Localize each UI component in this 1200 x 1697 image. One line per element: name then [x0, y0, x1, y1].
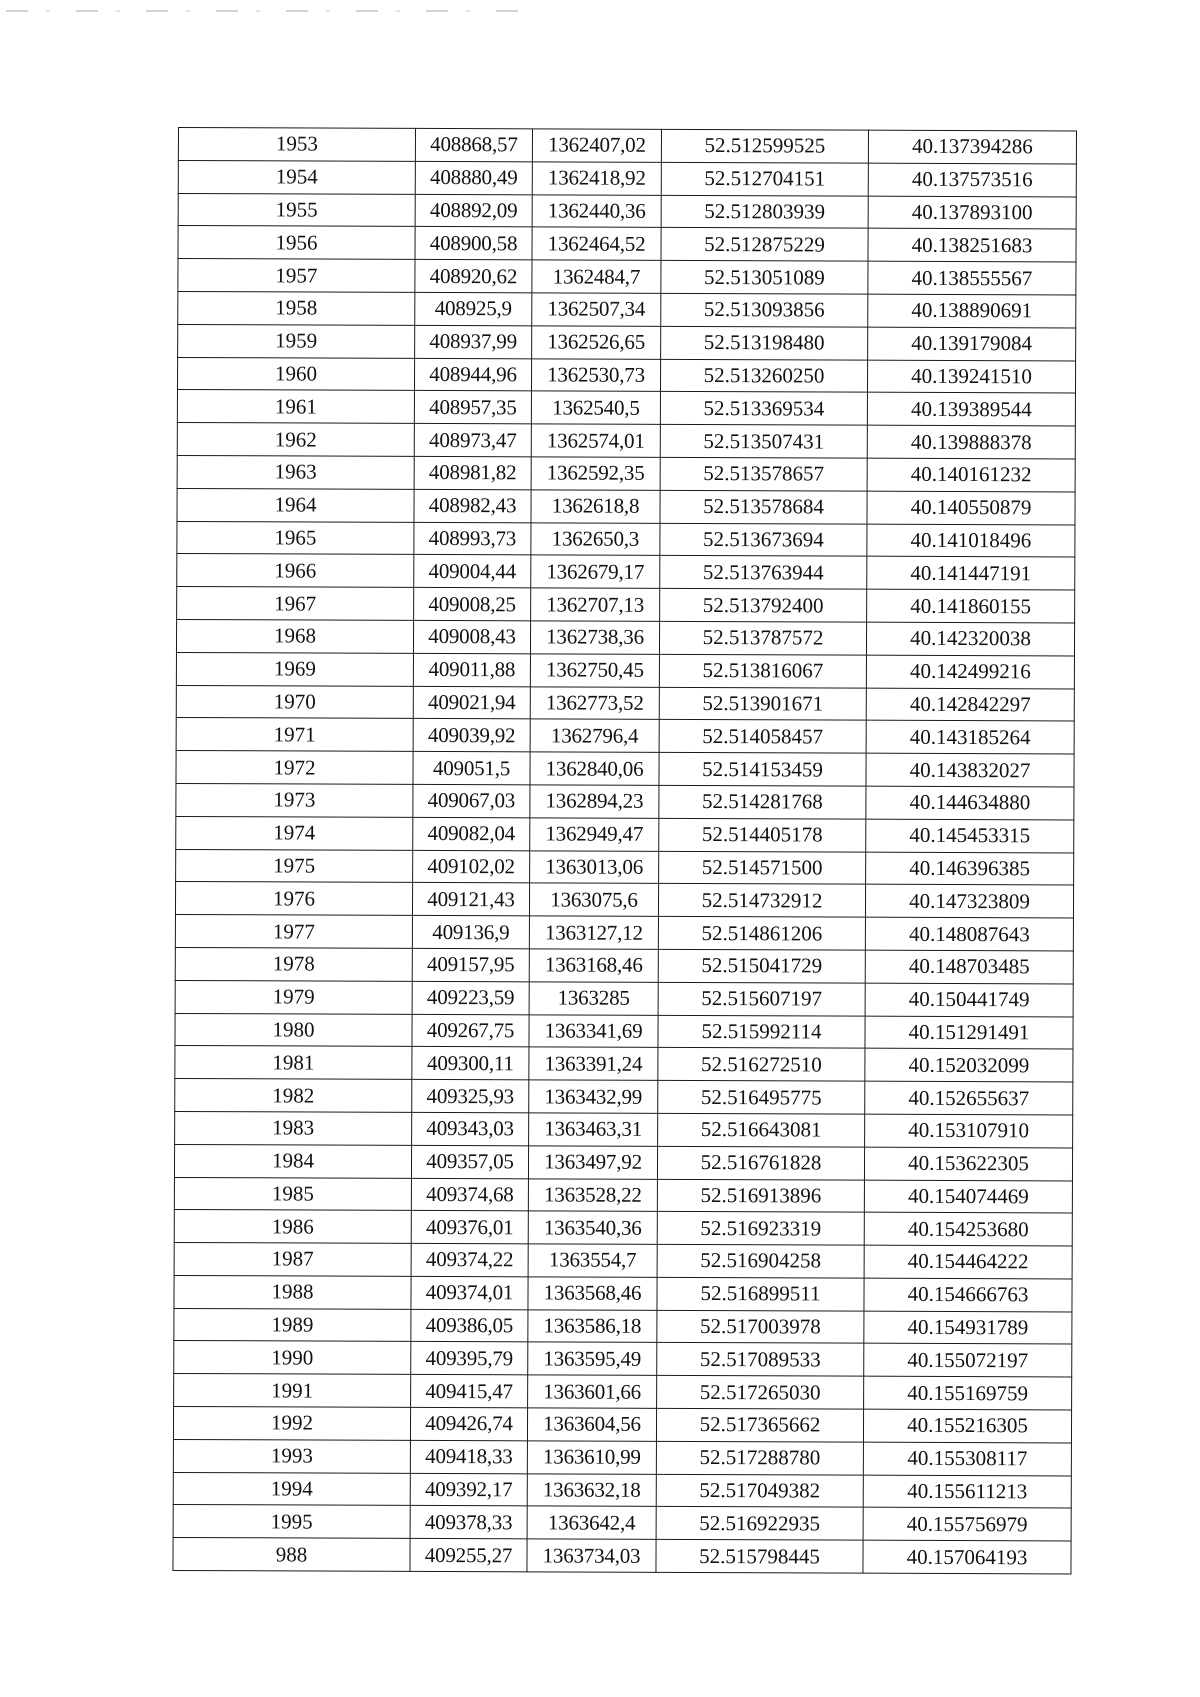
table-row: [176, 849, 1074, 885]
longitude-cell: 40.145453315: [866, 819, 1074, 853]
point-number-cell: 1958: [178, 291, 415, 325]
longitude-cell: 40.150441749: [865, 983, 1073, 1017]
point-number-cell: 1994: [173, 1472, 410, 1506]
table-row: [177, 521, 1075, 557]
table-row: [177, 488, 1075, 524]
x-coordinate-cell: 408937,99: [415, 325, 532, 358]
longitude-cell: 40.141018496: [867, 524, 1075, 558]
longitude-cell: 40.139241510: [867, 360, 1075, 394]
y-coordinate-cell: 1362418,92: [532, 162, 661, 195]
latitude-cell: 52.516904258: [657, 1244, 864, 1278]
latitude-cell: 52.516913896: [657, 1179, 864, 1213]
latitude-cell: 52.515041729: [658, 949, 865, 983]
y-coordinate-cell: 1362440,36: [532, 194, 661, 227]
table-row: [174, 1210, 1072, 1246]
latitude-cell: 52.516923319: [657, 1212, 864, 1246]
point-number-cell: 1992: [173, 1407, 410, 1441]
latitude-cell: 52.513578657: [660, 457, 867, 491]
point-number-cell: 1956: [178, 226, 415, 260]
latitude-cell: 52.517003978: [657, 1310, 864, 1344]
longitude-cell: 40.140161232: [867, 458, 1075, 492]
longitude-cell: 40.155611213: [863, 1475, 1071, 1509]
table-row: [178, 226, 1076, 262]
latitude-cell: 52.513792400: [660, 589, 867, 623]
latitude-cell: 52.514153459: [659, 752, 866, 786]
y-coordinate-cell: 1362894,23: [530, 785, 659, 818]
latitude-cell: 52.515992114: [658, 1015, 865, 1049]
coordinates-table: [172, 127, 1077, 1575]
y-coordinate-cell: 1363463,31: [529, 1113, 658, 1146]
table-row: [178, 128, 1076, 164]
x-coordinate-cell: 409157,95: [412, 948, 529, 981]
point-number-cell: 1965: [177, 521, 414, 555]
y-coordinate-cell: 1363497,92: [528, 1146, 657, 1179]
longitude-cell: 40.154464222: [864, 1245, 1072, 1279]
y-coordinate-cell: 1363586,18: [528, 1310, 657, 1343]
table-row: [173, 1538, 1071, 1574]
table-row: [177, 554, 1075, 590]
y-coordinate-cell: 1362526,65: [532, 326, 661, 359]
x-coordinate-cell: 409378,33: [410, 1506, 527, 1539]
y-coordinate-cell: 1363127,12: [529, 916, 658, 949]
point-number-cell: 1971: [176, 718, 413, 752]
y-coordinate-cell: 1362484,7: [532, 260, 661, 293]
y-coordinate-cell: 1362464,52: [532, 227, 661, 260]
table-row: [176, 718, 1074, 754]
latitude-cell: 52.514571500: [659, 851, 866, 885]
latitude-cell: 52.513787572: [659, 621, 866, 655]
point-number-cell: 1991: [174, 1374, 411, 1408]
table-row: [174, 1374, 1072, 1410]
table-row: [178, 259, 1076, 295]
latitude-cell: 52.513093856: [661, 293, 868, 327]
x-coordinate-cell: 409325,93: [412, 1080, 529, 1113]
point-number-cell: 1959: [178, 324, 415, 358]
table-row: [177, 455, 1075, 491]
x-coordinate-cell: 409357,05: [411, 1145, 528, 1178]
y-coordinate-cell: 1362507,34: [532, 293, 661, 326]
x-coordinate-cell: 409082,04: [413, 817, 530, 850]
longitude-cell: 40.143185264: [866, 720, 1074, 754]
latitude-cell: 52.513763944: [660, 556, 867, 590]
longitude-cell: 40.152032099: [865, 1048, 1073, 1082]
y-coordinate-cell: 1362840,06: [530, 752, 659, 785]
latitude-cell: 52.514405178: [659, 818, 866, 852]
x-coordinate-cell: 409343,03: [412, 1112, 529, 1145]
point-number-cell: 1984: [174, 1144, 411, 1178]
y-coordinate-cell: 1363595,49: [528, 1342, 657, 1375]
latitude-cell: 52.514861206: [658, 916, 865, 950]
longitude-cell: 40.140550879: [867, 491, 1075, 525]
x-coordinate-cell: 408920,62: [415, 260, 532, 293]
x-coordinate-cell: 409004,44: [414, 555, 531, 588]
x-coordinate-cell: 409418,33: [410, 1440, 527, 1473]
latitude-cell: 52.517089533: [657, 1343, 864, 1377]
table-row: [174, 1144, 1072, 1180]
y-coordinate-cell: 1362738,36: [530, 621, 659, 654]
longitude-cell: 40.137573516: [868, 163, 1076, 197]
table-row: [173, 1439, 1071, 1475]
latitude-cell: 52.513260250: [660, 359, 867, 393]
x-coordinate-cell: 408973,47: [414, 424, 531, 457]
y-coordinate-cell: 1362773,52: [530, 686, 659, 719]
latitude-cell: 52.516899511: [657, 1277, 864, 1311]
y-coordinate-cell: 1363285: [529, 982, 658, 1015]
longitude-cell: 40.155072197: [864, 1344, 1072, 1378]
y-coordinate-cell: 1362574,01: [531, 424, 660, 457]
x-coordinate-cell: 409011,88: [413, 653, 530, 686]
latitude-cell: 52.516922935: [656, 1507, 863, 1541]
x-coordinate-cell: 409136,9: [412, 916, 529, 949]
y-coordinate-cell: 1363642,4: [527, 1506, 656, 1539]
point-number-cell: 1981: [175, 1046, 412, 1080]
point-number-cell: 1973: [176, 783, 413, 817]
longitude-cell: 40.154931789: [864, 1311, 1072, 1345]
table-row: [175, 882, 1073, 918]
table-row: [176, 652, 1074, 688]
table-row: [174, 1243, 1072, 1279]
y-coordinate-cell: 1363528,22: [528, 1178, 657, 1211]
y-coordinate-cell: 1363013,06: [530, 850, 659, 883]
x-coordinate-cell: 409415,47: [411, 1375, 528, 1408]
point-number-cell: 1993: [173, 1439, 410, 1473]
longitude-cell: 40.154253680: [864, 1212, 1072, 1246]
longitude-cell: 40.139179084: [868, 327, 1076, 361]
x-coordinate-cell: 409039,92: [413, 719, 530, 752]
point-number-cell: 1960: [177, 357, 414, 391]
point-number-cell: 988: [173, 1538, 410, 1572]
latitude-cell: 52.513578684: [660, 490, 867, 524]
y-coordinate-cell: 1363632,18: [527, 1474, 656, 1507]
latitude-cell: 52.512875229: [661, 228, 868, 262]
latitude-cell: 52.516272510: [658, 1048, 865, 1082]
y-coordinate-cell: 1363601,66: [528, 1375, 657, 1408]
table-row: [173, 1407, 1071, 1443]
x-coordinate-cell: 409255,27: [410, 1539, 527, 1572]
table-row: [176, 685, 1074, 721]
longitude-cell: 40.139389544: [867, 393, 1075, 427]
latitude-cell: 52.512803939: [661, 195, 868, 229]
latitude-cell: 52.514281768: [659, 785, 866, 819]
table-row: [177, 390, 1075, 426]
latitude-cell: 52.513051089: [661, 261, 868, 295]
x-coordinate-cell: 409374,22: [411, 1243, 528, 1276]
x-coordinate-cell: 409395,79: [411, 1342, 528, 1375]
longitude-cell: 40.146396385: [866, 852, 1074, 886]
y-coordinate-cell: 1362679,17: [531, 555, 660, 588]
longitude-cell: 40.142842297: [866, 688, 1074, 722]
latitude-cell: 52.516643081: [658, 1113, 865, 1147]
longitude-cell: 40.148087643: [865, 917, 1073, 951]
point-number-cell: 1980: [175, 1013, 412, 1047]
point-number-cell: 1977: [175, 915, 412, 949]
x-coordinate-cell: 409008,25: [414, 588, 531, 621]
table-row: [177, 357, 1075, 393]
longitude-cell: 40.155216305: [863, 1409, 1071, 1443]
longitude-cell: 40.157064193: [863, 1540, 1071, 1574]
longitude-cell: 40.142499216: [866, 655, 1074, 689]
point-number-cell: 1978: [175, 947, 412, 981]
longitude-cell: 40.151291491: [865, 1016, 1073, 1050]
latitude-cell: 52.516495775: [658, 1080, 865, 1114]
x-coordinate-cell: 409386,05: [411, 1309, 528, 1342]
table-row: [177, 587, 1075, 623]
x-coordinate-cell: 409008,43: [413, 620, 530, 653]
point-number-cell: 1987: [174, 1243, 411, 1277]
table-row: [178, 291, 1076, 327]
table-row: [174, 1341, 1072, 1377]
y-coordinate-cell: 1363604,56: [527, 1408, 656, 1441]
x-coordinate-cell: 408892,09: [415, 194, 532, 227]
longitude-cell: 40.139888378: [867, 425, 1075, 459]
longitude-cell: 40.154666763: [864, 1278, 1072, 1312]
point-number-cell: 1989: [174, 1308, 411, 1342]
table-row: [176, 783, 1074, 819]
point-number-cell: 1990: [174, 1341, 411, 1375]
table-row: [175, 1079, 1073, 1115]
point-number-cell: 1979: [175, 980, 412, 1014]
y-coordinate-cell: 1362750,45: [530, 654, 659, 687]
longitude-cell: 40.141860155: [867, 589, 1075, 623]
longitude-cell: 40.137893100: [868, 196, 1076, 230]
x-coordinate-cell: 408925,9: [415, 292, 532, 325]
longitude-cell: 40.155308117: [863, 1442, 1071, 1476]
longitude-cell: 40.148703485: [865, 950, 1073, 984]
table-row: [175, 1046, 1073, 1082]
y-coordinate-cell: 1363341,69: [529, 1014, 658, 1047]
y-coordinate-cell: 1362407,02: [532, 129, 661, 162]
point-number-cell: 1967: [177, 587, 414, 621]
x-coordinate-cell: 409376,01: [411, 1211, 528, 1244]
latitude-cell: 52.517049382: [656, 1474, 863, 1508]
table-row: [175, 1111, 1073, 1147]
point-number-cell: 1982: [175, 1079, 412, 1113]
x-coordinate-cell: 409021,94: [413, 686, 530, 719]
table-row: [174, 1275, 1072, 1311]
x-coordinate-cell: 408957,35: [414, 391, 531, 424]
x-coordinate-cell: 409392,17: [410, 1473, 527, 1506]
y-coordinate-cell: 1362618,8: [531, 490, 660, 523]
x-coordinate-cell: 409051,5: [413, 752, 530, 785]
table-row: [176, 816, 1074, 852]
point-number-cell: 1969: [176, 652, 413, 686]
y-coordinate-cell: 1363568,46: [528, 1277, 657, 1310]
latitude-cell: 52.517288780: [656, 1441, 863, 1475]
table-row: [175, 980, 1073, 1016]
y-coordinate-cell: 1362796,4: [530, 719, 659, 752]
longitude-cell: 40.155169759: [864, 1376, 1072, 1410]
longitude-cell: 40.152655637: [865, 1081, 1073, 1115]
x-coordinate-cell: 408993,73: [414, 522, 531, 555]
table-row: [176, 751, 1074, 787]
point-number-cell: 1955: [178, 193, 415, 227]
table-row: [173, 1505, 1071, 1541]
point-number-cell: 1976: [175, 882, 412, 916]
longitude-cell: 40.138555567: [868, 261, 1076, 295]
point-number-cell: 1975: [176, 849, 413, 883]
point-number-cell: 1963: [177, 455, 414, 489]
table-row: [174, 1308, 1072, 1344]
y-coordinate-cell: 1363432,99: [529, 1080, 658, 1113]
point-number-cell: 1972: [176, 751, 413, 785]
point-number-cell: 1968: [176, 619, 413, 653]
point-number-cell: 1966: [177, 554, 414, 588]
longitude-cell: 40.143832027: [866, 753, 1074, 787]
point-number-cell: 1986: [174, 1210, 411, 1244]
table-row: [178, 324, 1076, 360]
point-number-cell: 1964: [177, 488, 414, 522]
table-row: [175, 947, 1073, 983]
x-coordinate-cell: 408900,58: [415, 227, 532, 260]
latitude-cell: 52.513901671: [659, 687, 866, 721]
point-number-cell: 1953: [178, 128, 415, 162]
x-coordinate-cell: 409300,11: [412, 1047, 529, 1080]
point-number-cell: 1970: [176, 685, 413, 719]
latitude-cell: 52.513673694: [660, 523, 867, 557]
x-coordinate-cell: 409426,74: [410, 1407, 527, 1440]
latitude-cell: 52.516761828: [657, 1146, 864, 1180]
x-coordinate-cell: 408944,96: [414, 358, 531, 391]
x-coordinate-cell: 409374,68: [411, 1178, 528, 1211]
x-coordinate-cell: 409121,43: [412, 883, 529, 916]
longitude-cell: 40.147323809: [865, 884, 1073, 918]
point-number-cell: 1983: [175, 1111, 412, 1145]
x-coordinate-cell: 409067,03: [413, 784, 530, 817]
latitude-cell: 52.512599525: [661, 129, 868, 163]
x-coordinate-cell: 409374,01: [411, 1276, 528, 1309]
latitude-cell: 52.514058457: [659, 720, 866, 754]
x-coordinate-cell: 408880,49: [415, 161, 532, 194]
latitude-cell: 52.513369534: [660, 392, 867, 426]
longitude-cell: 40.153107910: [865, 1114, 1073, 1148]
y-coordinate-cell: 1362707,13: [531, 588, 660, 621]
coordinates-table-body: [173, 128, 1077, 1574]
latitude-cell: 52.515798445: [656, 1540, 863, 1574]
table-row: [176, 619, 1074, 655]
longitude-cell: 40.154074469: [864, 1180, 1072, 1214]
longitude-cell: 40.141447191: [867, 557, 1075, 591]
x-coordinate-cell: 409223,59: [412, 981, 529, 1014]
point-number-cell: 1954: [178, 160, 415, 194]
y-coordinate-cell: 1362592,35: [531, 457, 660, 490]
table-row: [173, 1472, 1071, 1508]
x-coordinate-cell: 409102,02: [413, 850, 530, 883]
table-row: [174, 1177, 1072, 1213]
y-coordinate-cell: 1363391,24: [529, 1047, 658, 1080]
x-coordinate-cell: 408868,57: [415, 128, 532, 161]
longitude-cell: 40.144634880: [866, 786, 1074, 820]
point-number-cell: 1961: [177, 390, 414, 424]
y-coordinate-cell: 1362650,3: [531, 522, 660, 555]
latitude-cell: 52.513816067: [659, 654, 866, 688]
longitude-cell: 40.142320038: [866, 622, 1074, 656]
longitude-cell: 40.153622305: [864, 1147, 1072, 1181]
point-number-cell: 1974: [176, 816, 413, 850]
table-row: [175, 1013, 1073, 1049]
y-coordinate-cell: 1362540,5: [531, 391, 660, 424]
longitude-cell: 40.137394286: [868, 130, 1076, 164]
y-coordinate-cell: 1362530,73: [531, 358, 660, 391]
point-number-cell: 1985: [174, 1177, 411, 1211]
table-row: [177, 423, 1075, 459]
point-number-cell: 1995: [173, 1505, 410, 1539]
latitude-cell: 52.513198480: [661, 326, 868, 360]
table-row: [178, 160, 1076, 196]
longitude-cell: 40.138251683: [868, 229, 1076, 263]
y-coordinate-cell: 1363168,46: [529, 949, 658, 982]
x-coordinate-cell: 408981,82: [414, 456, 531, 489]
table-row: [175, 915, 1073, 951]
y-coordinate-cell: 1362949,47: [530, 818, 659, 851]
y-coordinate-cell: 1363734,03: [527, 1539, 656, 1572]
y-coordinate-cell: 1363554,7: [528, 1244, 657, 1277]
table-row: [178, 193, 1076, 229]
point-number-cell: 1988: [174, 1275, 411, 1309]
y-coordinate-cell: 1363540,36: [528, 1211, 657, 1244]
y-coordinate-cell: 1363610,99: [527, 1441, 656, 1474]
latitude-cell: 52.517365662: [656, 1408, 863, 1442]
latitude-cell: 52.517265030: [657, 1376, 864, 1410]
x-coordinate-cell: 408982,43: [414, 489, 531, 522]
latitude-cell: 52.514732912: [658, 884, 865, 918]
x-coordinate-cell: 409267,75: [412, 1014, 529, 1047]
latitude-cell: 52.515607197: [658, 982, 865, 1016]
latitude-cell: 52.513507431: [660, 425, 867, 459]
latitude-cell: 52.512704151: [661, 162, 868, 196]
point-number-cell: 1957: [178, 259, 415, 293]
longitude-cell: 40.155756979: [863, 1508, 1071, 1542]
longitude-cell: 40.138890691: [868, 294, 1076, 328]
point-number-cell: 1962: [177, 423, 414, 457]
scan-artifact: [6, 10, 536, 12]
y-coordinate-cell: 1363075,6: [529, 883, 658, 916]
